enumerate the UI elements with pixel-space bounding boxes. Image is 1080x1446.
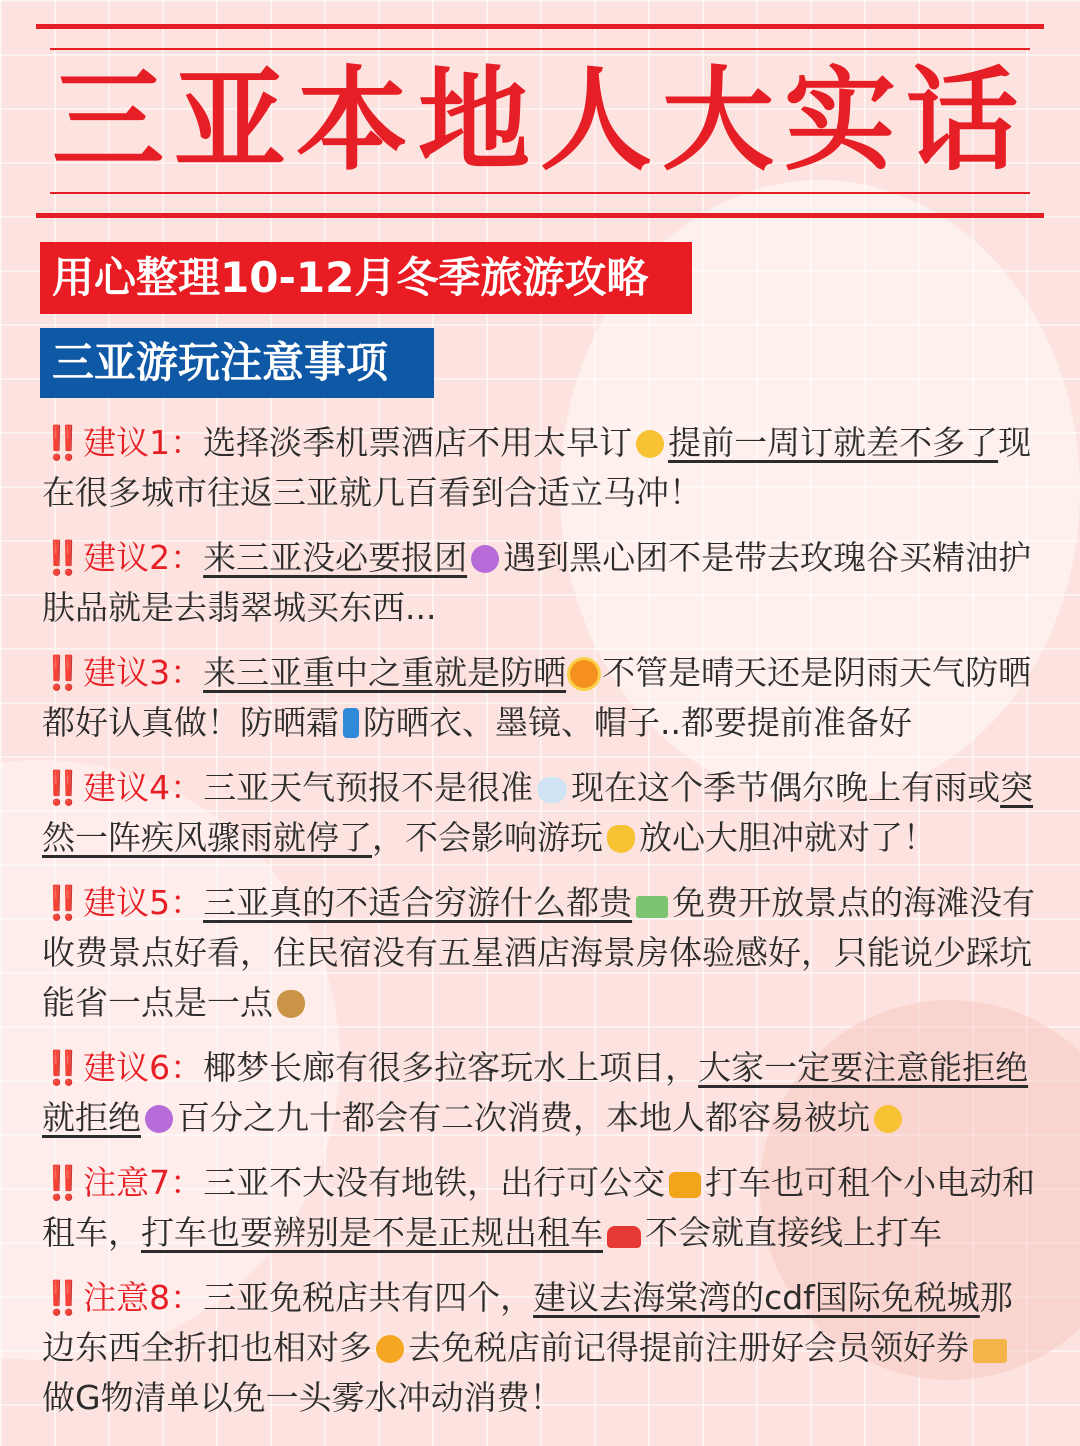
tip-text: 椰梦长廊有很多拉客玩水上项目， bbox=[203, 1048, 699, 1087]
woman-gesturing-no-icon bbox=[471, 545, 499, 573]
divider bbox=[36, 213, 1044, 218]
tip-item bbox=[42, 1158, 1042, 1258]
tips-list bbox=[42, 418, 1042, 1438]
tip-text: 做G物清单以免一头雾水冲动消费！ bbox=[42, 1378, 563, 1417]
title-banner bbox=[36, 24, 1044, 220]
tip-text: 免费开放景点的海滩没有收费景点好看，住民宿没有五星酒店海景房体验感好，只能说少踩坑能省一点是一点 bbox=[42, 883, 1036, 1022]
tip-highlight: 大家一定要注意能拒绝就拒绝 bbox=[42, 1048, 1029, 1137]
money-cash-icon bbox=[636, 896, 668, 918]
tip-label: 注意8： bbox=[83, 1278, 204, 1317]
crying-face-icon bbox=[874, 1105, 902, 1133]
tip-label: 建议5： bbox=[83, 883, 204, 922]
tip-highlight: 突然一阵疾风骤雨就停了 bbox=[42, 768, 1034, 857]
tip-text: 打车也可租个小电动和租车， bbox=[42, 1163, 1036, 1252]
tip-highlight: 建议去海棠湾的cdf国际免税城 bbox=[533, 1278, 980, 1317]
discount-coin-icon bbox=[376, 1335, 404, 1363]
tip-text: 防晒衣、墨镜、帽子..都要提前准备好 bbox=[363, 703, 912, 742]
tip-text: 遇到黑心团不是带去玫瑰谷买精油护肤品就是去翡翠城买东西... bbox=[42, 538, 1032, 627]
thinking-face-icon bbox=[636, 430, 664, 458]
warning-icon: ‼️ bbox=[42, 883, 80, 922]
tip-text: 三亚免税店共有四个， bbox=[203, 1278, 534, 1317]
tip-item bbox=[42, 878, 1042, 1028]
tip-text: 不会就直接线上打车 bbox=[645, 1213, 942, 1252]
tip-item bbox=[42, 763, 1042, 863]
tip-text: 现在这个季节偶尔晚上有雨或 bbox=[571, 768, 1001, 807]
tip-label: 建议2： bbox=[83, 538, 204, 577]
tip-label: 建议4： bbox=[83, 768, 204, 807]
tip-text: 现在很多城市往返三亚就几百看到合适立马冲！ bbox=[42, 423, 1032, 512]
tip-item bbox=[42, 648, 1042, 748]
ok-hand-icon bbox=[607, 825, 635, 853]
sun-icon bbox=[570, 660, 598, 688]
warning-icon: ‼️ bbox=[42, 423, 80, 462]
sunscreen-icon bbox=[343, 708, 359, 738]
warning-icon: ‼️ bbox=[42, 1278, 80, 1317]
sun-rain-cloud-icon bbox=[537, 777, 567, 803]
divider bbox=[36, 24, 1044, 29]
tip-text: ，不会影响游玩 bbox=[372, 818, 603, 857]
warning-icon: ‼️ bbox=[42, 1163, 80, 1202]
tip-item bbox=[42, 1273, 1042, 1423]
warning-icon: ‼️ bbox=[42, 1048, 80, 1087]
subtitle-banner: 用心整理10-12月冬季旅游攻略 bbox=[40, 242, 692, 314]
tip-text: 选择淡季机票酒店不用太早订 bbox=[203, 423, 633, 462]
bus-icon bbox=[669, 1172, 701, 1198]
woman-gesturing-no-icon bbox=[145, 1105, 173, 1133]
tip-text: 三亚不大没有地铁，出行可公交 bbox=[203, 1163, 666, 1202]
warning-icon: ‼️ bbox=[42, 768, 80, 807]
tip-item bbox=[42, 1043, 1042, 1143]
divider bbox=[50, 192, 1030, 194]
tip-label: 注意7： bbox=[83, 1163, 204, 1202]
tip-label: 建议1： bbox=[83, 423, 204, 462]
tip-highlight: 提前一周订就差不多了 bbox=[668, 423, 999, 462]
tip-item bbox=[42, 418, 1042, 518]
tip-text: 放心大胆冲就对了！ bbox=[639, 818, 936, 857]
car-icon bbox=[607, 1226, 641, 1248]
tip-label: 建议6： bbox=[83, 1048, 204, 1087]
section-heading: 三亚游玩注意事项 bbox=[40, 328, 434, 398]
tip-highlight: 三亚真的不适合穷游什么都贵 bbox=[203, 883, 633, 922]
page-title: 三亚本地人大实话 bbox=[52, 56, 1028, 186]
tip-text: 不管是晴天还是阴雨天气防晒都好认真做！防晒霜 bbox=[42, 653, 1032, 742]
tip-label: 建议3： bbox=[83, 653, 204, 692]
tip-highlight: 来三亚重中之重就是防晒 bbox=[203, 653, 567, 692]
money-bag-icon bbox=[277, 990, 305, 1018]
tip-item bbox=[42, 533, 1042, 633]
warning-icon: ‼️ bbox=[42, 653, 80, 692]
tip-text: 去免税店前记得提前注册好会员领好券 bbox=[408, 1328, 969, 1367]
warning-icon: ‼️ bbox=[42, 538, 80, 577]
tip-text: 三亚天气预报不是很准 bbox=[203, 768, 534, 807]
tip-highlight: 来三亚没必要报团 bbox=[203, 538, 468, 577]
tip-text: 百分之九十都会有二次消费，本地人都容易被坑 bbox=[177, 1098, 870, 1137]
tip-text: 那边东西全折扣也相对多 bbox=[42, 1278, 1013, 1367]
divider bbox=[50, 48, 1030, 50]
ticket-icon bbox=[973, 1339, 1007, 1363]
tip-highlight: 打车也要辨别是不是正规出租车 bbox=[141, 1213, 603, 1252]
